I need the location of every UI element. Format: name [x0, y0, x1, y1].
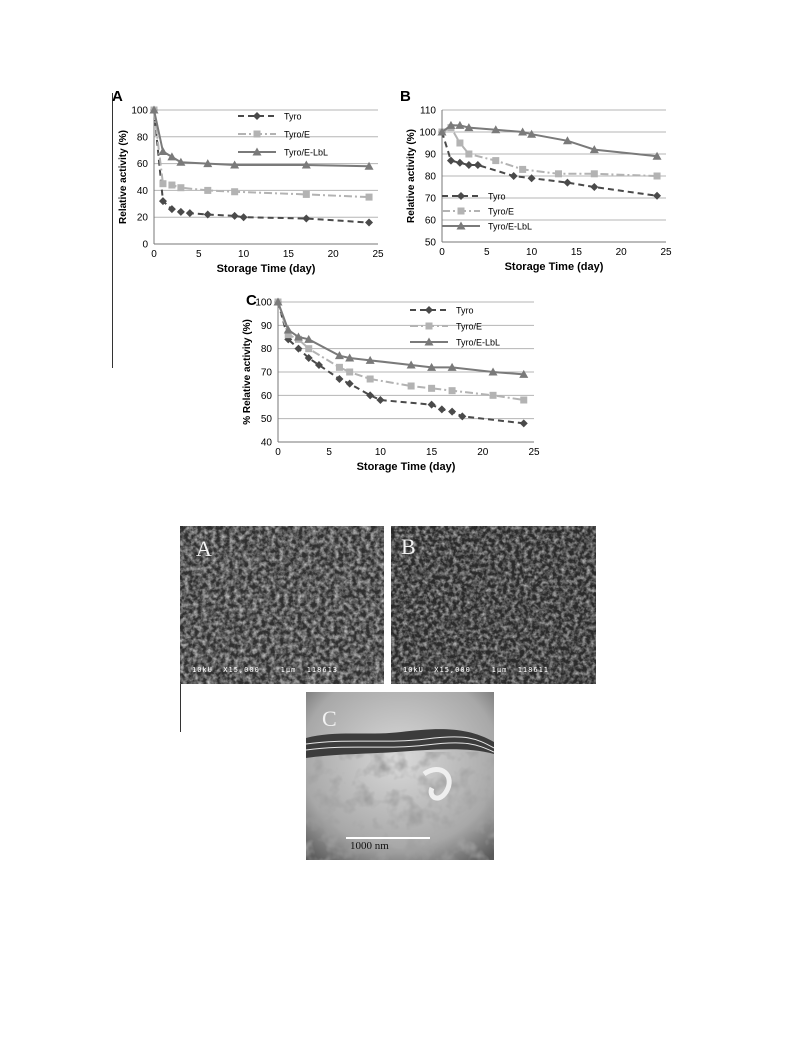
data-point	[366, 194, 373, 201]
chart-c-svg	[242, 292, 546, 482]
data-point	[519, 166, 526, 173]
legend-marker	[253, 112, 261, 120]
x-tick-label: 5	[484, 247, 490, 258]
x-tick-label: 10	[238, 249, 250, 260]
data-point	[335, 375, 343, 383]
series-line	[278, 302, 524, 400]
x-tick-label: 5	[326, 447, 332, 458]
panel-label-c: C	[246, 292, 257, 309]
data-point	[456, 140, 463, 147]
data-point	[231, 188, 238, 195]
legend-entry	[442, 222, 532, 232]
legend-entry	[410, 306, 474, 316]
data-point	[365, 219, 373, 227]
data-point	[447, 157, 455, 165]
data-point	[158, 147, 167, 155]
legend-marker	[458, 208, 465, 215]
y-tick-label: 70	[424, 193, 436, 205]
data-point	[449, 387, 456, 394]
x-tick-label: 20	[327, 249, 339, 260]
tem-c-label: C	[322, 706, 337, 731]
chart-a-svg	[110, 88, 390, 278]
y-tick-label: 20	[136, 212, 148, 224]
y-tick-label: 50	[424, 237, 436, 249]
data-point	[456, 159, 464, 167]
legend-label: Tyro/E-LbL	[284, 147, 329, 158]
y-tick-label: 40	[136, 185, 148, 197]
y-tick-label: 40	[260, 437, 272, 449]
data-point	[168, 182, 175, 189]
data-point	[520, 419, 528, 427]
x-tick-label: 10	[526, 247, 538, 258]
data-point	[159, 180, 166, 187]
sem-a-caption: 10kU X15,000 1µm 118613	[192, 666, 339, 674]
series-line	[278, 302, 524, 423]
y-tick-label: 0	[142, 239, 148, 251]
data-point	[591, 170, 598, 177]
x-tick-label: 25	[528, 447, 540, 458]
data-point	[520, 397, 527, 404]
x-axis-title: Storage Time (day)	[356, 461, 456, 473]
legend-marker	[426, 323, 433, 330]
data-point	[231, 212, 239, 220]
sem-image-a	[180, 526, 384, 684]
legend-entry	[410, 322, 482, 332]
legend-label: Tyro/E	[284, 129, 311, 140]
data-point	[448, 408, 456, 416]
data-point	[428, 401, 436, 409]
data-point	[653, 192, 661, 200]
series-tyro	[438, 128, 661, 200]
y-tick-label: 90	[424, 149, 436, 161]
legend-marker	[254, 131, 261, 138]
series-line	[154, 110, 369, 197]
x-tick-label: 15	[426, 447, 438, 458]
data-point	[376, 396, 384, 404]
y-tick-label: 50	[260, 414, 272, 426]
series-line	[154, 110, 369, 166]
series-tyro	[274, 298, 528, 427]
y-tick-label: 100	[419, 127, 436, 139]
data-point	[474, 161, 482, 169]
sem-texture-b	[391, 526, 596, 684]
x-tick-label: 15	[282, 249, 294, 260]
series-line	[442, 125, 657, 156]
sem-a-label: A	[196, 536, 212, 561]
x-tick-label: 0	[151, 249, 157, 260]
y-axis-title: Relative activity (%)	[118, 130, 129, 224]
sem-b-caption: 10kU X15,000 1µm 118611	[403, 666, 550, 674]
x-tick-label: 25	[660, 247, 672, 258]
data-point	[177, 208, 185, 216]
data-point	[654, 173, 661, 180]
x-tick-label: 25	[372, 249, 384, 260]
sem-image-b	[391, 526, 596, 684]
y-tick-label: 80	[136, 132, 148, 144]
y-axis-title: Relative activity (%)	[406, 129, 417, 223]
data-point	[204, 187, 211, 194]
y-tick-label: 90	[260, 320, 272, 332]
legend-label: Tyro/E-LbL	[456, 337, 501, 348]
x-tick-label: 20	[615, 247, 627, 258]
legend-label: Tyro	[456, 305, 474, 316]
x-axis-title: Storage Time (day)	[504, 261, 604, 273]
sem-b-label: B	[401, 534, 416, 559]
legend-label: Tyro/E-LbL	[488, 221, 533, 232]
legend-marker	[457, 192, 465, 200]
data-point	[465, 161, 473, 169]
series-line	[442, 132, 657, 196]
y-tick-label: 70	[260, 367, 272, 379]
data-point	[177, 184, 184, 191]
data-point	[367, 376, 374, 383]
legend-label: Tyro/E	[456, 321, 483, 332]
data-point	[528, 174, 536, 182]
legend-label: Tyro/E	[488, 206, 515, 217]
data-point	[305, 345, 312, 352]
x-tick-label: 20	[477, 447, 489, 458]
x-tick-label: 5	[196, 249, 202, 260]
data-point	[336, 364, 343, 371]
chart-panel-c	[242, 292, 546, 482]
y-tick-label: 60	[424, 215, 436, 227]
tem-c-scale-text: 1000 nm	[350, 840, 389, 852]
data-point	[346, 380, 354, 388]
x-axis-title: Storage Time (day)	[216, 263, 316, 275]
y-tick-label: 60	[260, 390, 272, 402]
y-axis-title: % Relative activity (%)	[242, 319, 253, 425]
data-point	[168, 205, 176, 213]
chart-panel-a	[110, 88, 390, 278]
data-point	[510, 172, 518, 180]
y-tick-label: 60	[136, 159, 148, 171]
data-point	[563, 179, 571, 187]
legend-label: Tyro	[488, 191, 506, 202]
panel-label-a: A	[112, 88, 123, 105]
data-point	[366, 391, 374, 399]
legend-entry	[442, 192, 506, 202]
panel-label-b: B	[400, 88, 411, 105]
data-point	[335, 351, 344, 359]
y-tick-label: 100	[255, 297, 272, 309]
legend-marker	[425, 306, 433, 314]
data-point	[294, 345, 302, 353]
data-point	[346, 369, 353, 376]
data-point	[302, 215, 310, 223]
chart-panel-b	[398, 88, 678, 278]
legend-entry	[410, 338, 500, 348]
y-tick-label: 100	[131, 105, 148, 117]
x-tick-label: 0	[439, 247, 445, 258]
chart-b-svg	[398, 88, 678, 278]
y-tick-label: 80	[260, 344, 272, 356]
y-tick-label: 110	[420, 105, 436, 117]
data-point	[428, 385, 435, 392]
data-point	[555, 170, 562, 177]
data-point	[186, 209, 194, 217]
data-point	[465, 151, 472, 158]
series-line	[442, 128, 657, 176]
data-point	[408, 383, 415, 390]
tem-image-c	[306, 692, 494, 860]
legend-entry	[238, 112, 302, 122]
y-tick-label: 80	[424, 171, 436, 183]
x-tick-label: 0	[275, 447, 281, 458]
series-tyro-e	[151, 107, 373, 201]
legend-entry	[442, 207, 514, 217]
x-tick-label: 15	[570, 247, 582, 258]
x-tick-label: 10	[374, 447, 386, 458]
data-point	[167, 152, 176, 160]
legend-entry	[238, 130, 310, 140]
legend-label: Tyro	[284, 111, 302, 122]
data-point	[492, 157, 499, 164]
data-point	[590, 183, 598, 191]
data-point	[240, 213, 248, 221]
data-point	[490, 392, 497, 399]
series-tyro-e	[275, 299, 528, 404]
data-point	[438, 405, 446, 413]
data-point	[303, 191, 310, 198]
legend-entry	[238, 148, 328, 158]
